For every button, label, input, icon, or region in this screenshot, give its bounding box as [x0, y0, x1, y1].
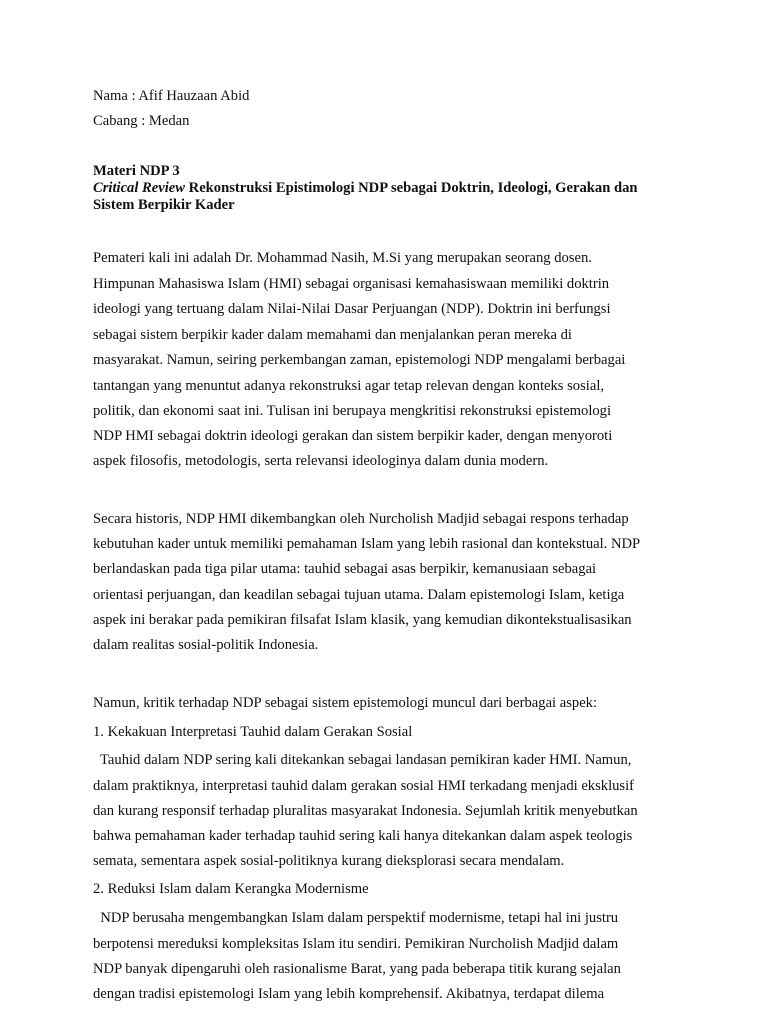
point2-line: NDP berusaha mengembangkan Islam dalam perspektif modernisme, tetapi hal ini justru	[93, 910, 619, 926]
point1-heading: 1. Kekakuan Interpretasi Tauhid dalam Gerakan Sosial	[93, 724, 413, 740]
paragraph1-line: tantangan yang menuntut adanya rekonstruksi agar tetap relevan dengan konteks sosial,	[93, 378, 605, 394]
paragraph2-line: Secara historis, NDP HMI dikembangkan oleh Nurcholish Madjid sebagai respons terhadap	[93, 511, 629, 527]
point1-line: dan kurang responsif terhadap pluralitas masyarakat Indonesia. Sejumlah kritik menyebutkan	[93, 803, 638, 819]
point1-line: semata, sementara aspek sosial-politiknya kurang dieksplorasi secara mendalam.	[93, 853, 565, 869]
branch-label: Cabang : Medan	[93, 113, 190, 129]
critical-review-label: Critical Review	[93, 180, 186, 196]
point2-heading: 2. Reduksi Islam dalam Kerangka Modernisme	[93, 881, 369, 897]
document-title-line1	[93, 179, 638, 197]
point2-line: berpotensi mereduksi kompleksitas Islam itu sendiri. Pemikiran Nurcholish Madjid dalam	[93, 936, 619, 952]
point1-line: dalam praktiknya, interpretasi tauhid dalam gerakan sosial HMI terkadang menjadi eksklusif	[93, 778, 635, 794]
paragraph2-line: dalam realitas sosial-politik Indonesia.	[93, 637, 319, 653]
paragraph1-line: sebagai sistem berpikir kader dalam memahami dan menjalankan peran mereka di	[93, 327, 572, 343]
paragraph2-line: berlandaskan pada tiga pilar utama: tauhid sebagai asas berpikir, kemanusiaan sebagai	[93, 561, 597, 577]
point2-line: NDP banyak dipengaruhi oleh rasionalisme Barat, yang pada beberapa titik kurang sejalan	[93, 961, 621, 977]
point1-line: bahwa pemahaman kader terhadap tauhid sering kali hanya ditekankan dalam aspek teologis	[93, 828, 633, 844]
document-title-line2: Sistem Berpikir Kader	[93, 197, 235, 213]
paragraph1-line: aspek filosofis, metodologis, serta relevansi ideologinya dalam dunia modern.	[93, 453, 549, 469]
critique-intro: Namun, kritik terhadap NDP sebagai sistem epistemologi muncul dari berbagai aspek:	[93, 695, 598, 711]
point2-line: dengan tradisi epistemologi Islam yang lebih komprehensif. Akibatnya, terdapat dilema	[93, 986, 605, 1002]
paragraph1-line: Himpunan Mahasiswa Islam (HMI) sebagai organisasi kemahasiswaan memiliki doktrin	[93, 276, 610, 292]
point1-line: Tauhid dalam NDP sering kali ditekankan sebagai landasan pemikiran kader HMI. Namun,	[93, 752, 632, 768]
paragraph1-line: NDP HMI sebagai doktrin ideologi gerakan dan sistem berpikir kader, dengan menyoroti	[93, 428, 613, 444]
paragraph1-line: Pemateri kali ini adalah Dr. Mohammad Nasih, M.Si yang merupakan seorang dosen.	[93, 250, 592, 266]
paragraph1-line: masyarakat. Namun, seiring perkembangan zaman, epistemologi NDP mengalami berbagai	[93, 352, 626, 368]
materi-heading: Materi NDP 3	[93, 163, 180, 179]
paragraph1-line: ideologi yang tertuang dalam Nilai-Nilai Dasar Perjuangan (NDP). Doktrin ini berfungsi	[93, 301, 611, 317]
paragraph2-line: kebutuhan kader untuk memiliki pemahaman Islam yang lebih rasional dan kontekstual. NDP	[93, 536, 641, 552]
paragraph2-line: orientasi perjuangan, dan keadilan sebagai tujuan utama. Dalam epistemologi Islam, ketiga	[93, 587, 625, 603]
paragraph2-line: aspek ini berakar pada pemikiran filsafat Islam klasik, yang kemudian dikontekstualisasikan	[93, 612, 632, 628]
paragraph1-line: politik, dan ekonomi saat ini. Tulisan ini berupaya mengkritisi rekonstruksi epistemologi	[93, 403, 612, 419]
title-rest: Rekonstruksi Epistimologi NDP sebagai Doktrin, Ideologi, Gerakan dan	[185, 180, 638, 196]
author-name: Nama : Afif Hauzaan Abid	[93, 88, 250, 104]
